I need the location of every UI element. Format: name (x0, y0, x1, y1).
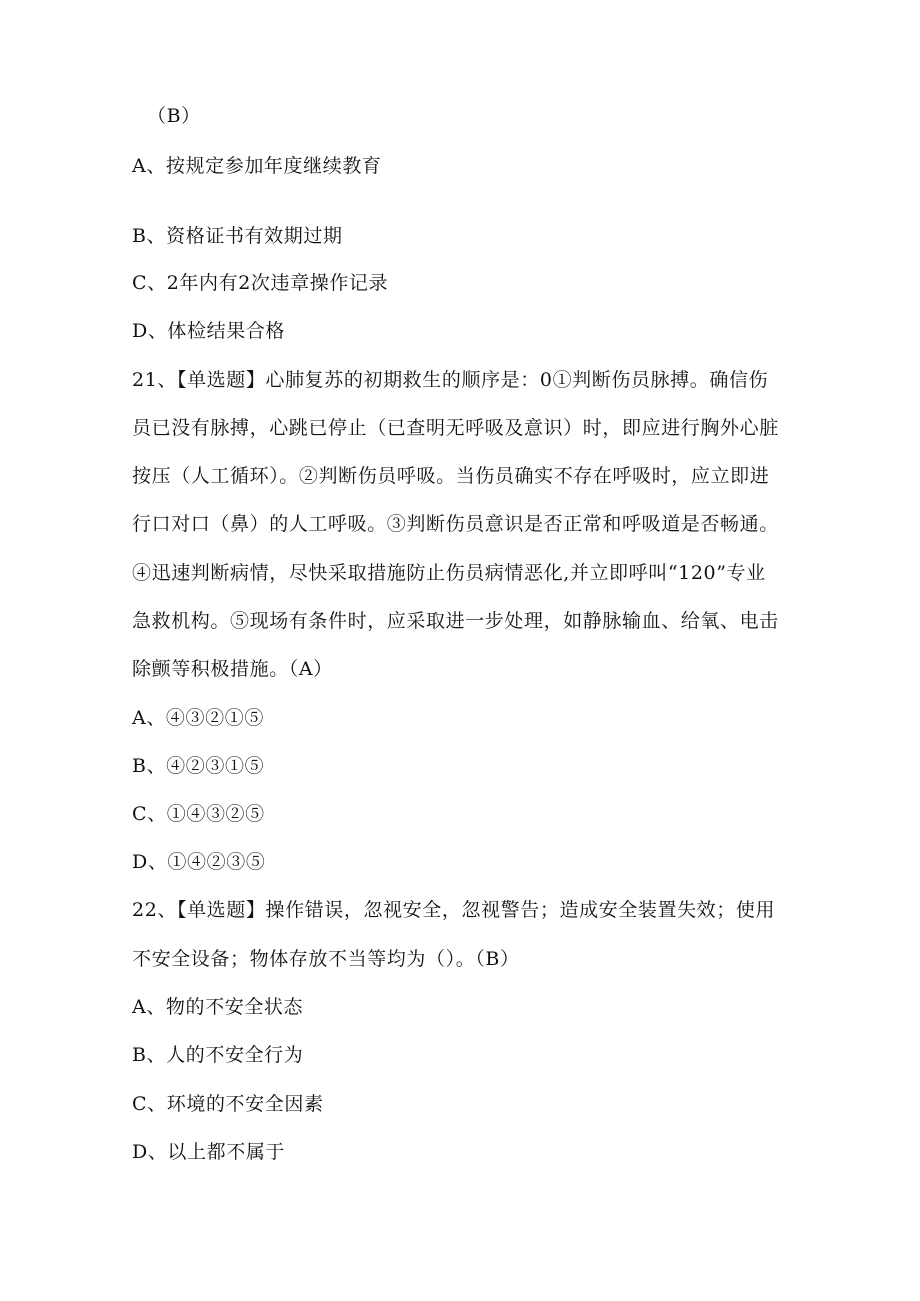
question-22-line-1: 22、【单选题】操作错误，忽视安全，忽视警告；造成安全装置失效；使用 (132, 899, 776, 921)
question-21-line-4: 行口对口（鼻）的人工呼吸。③判断伤员意识是否正常和呼吸道是否畅通。 (132, 513, 779, 535)
question-21-option-c: C、①④③②⑤ (132, 803, 265, 825)
question-21-line-6: 急救机构。⑤现场有条件时，应采取进一步处理，如静脉输血、给氧、电击 (132, 610, 779, 632)
question-21-line-5: ④迅速判断病情，尽快采取措施防止伤员病情恶化,并立即呼叫“120”专业 (132, 562, 766, 584)
question-21-option-a: A、④③②①⑤ (132, 707, 264, 729)
question-21-line-7: 除颤等积极措施。（A） (132, 658, 333, 680)
question-21-option-d: D、①④②③⑤ (132, 851, 266, 873)
question-22-line-2: 不安全设备；物体存放不当等均为（）。（B） (132, 948, 520, 970)
previous-option-d: D、体检结果合格 (132, 320, 286, 342)
question-21-option-b: B、④②③①⑤ (132, 755, 265, 777)
question-21-line-2: 员已没有脉搏，心跳已停止（已查明无呼吸及意识）时，即应进行胸外心脏 (132, 417, 779, 439)
question-21-line-1: 21、【单选题】心肺复苏的初期救生的顺序是：0①判断伤员脉搏。确信伤 (132, 369, 769, 391)
previous-answer: （B） (147, 105, 201, 127)
previous-option-b: B、资格证书有效期过期 (132, 225, 343, 247)
question-22-option-c: C、环境的不安全因素 (132, 1093, 324, 1115)
previous-option-c: C、2年内有2次违章操作记录 (132, 272, 389, 294)
question-21-line-3: 按压（人工循环）。②判断伤员呼吸。当伤员确实不存在呼吸时，应立即进 (132, 465, 770, 487)
previous-option-a: A、按规定参加年度继续教育 (132, 155, 382, 177)
question-22-option-d: D、以上都不属于 (132, 1141, 286, 1163)
question-22-option-b: B、人的不安全行为 (132, 1044, 304, 1066)
question-22-option-a: A、物的不安全状态 (132, 996, 304, 1018)
